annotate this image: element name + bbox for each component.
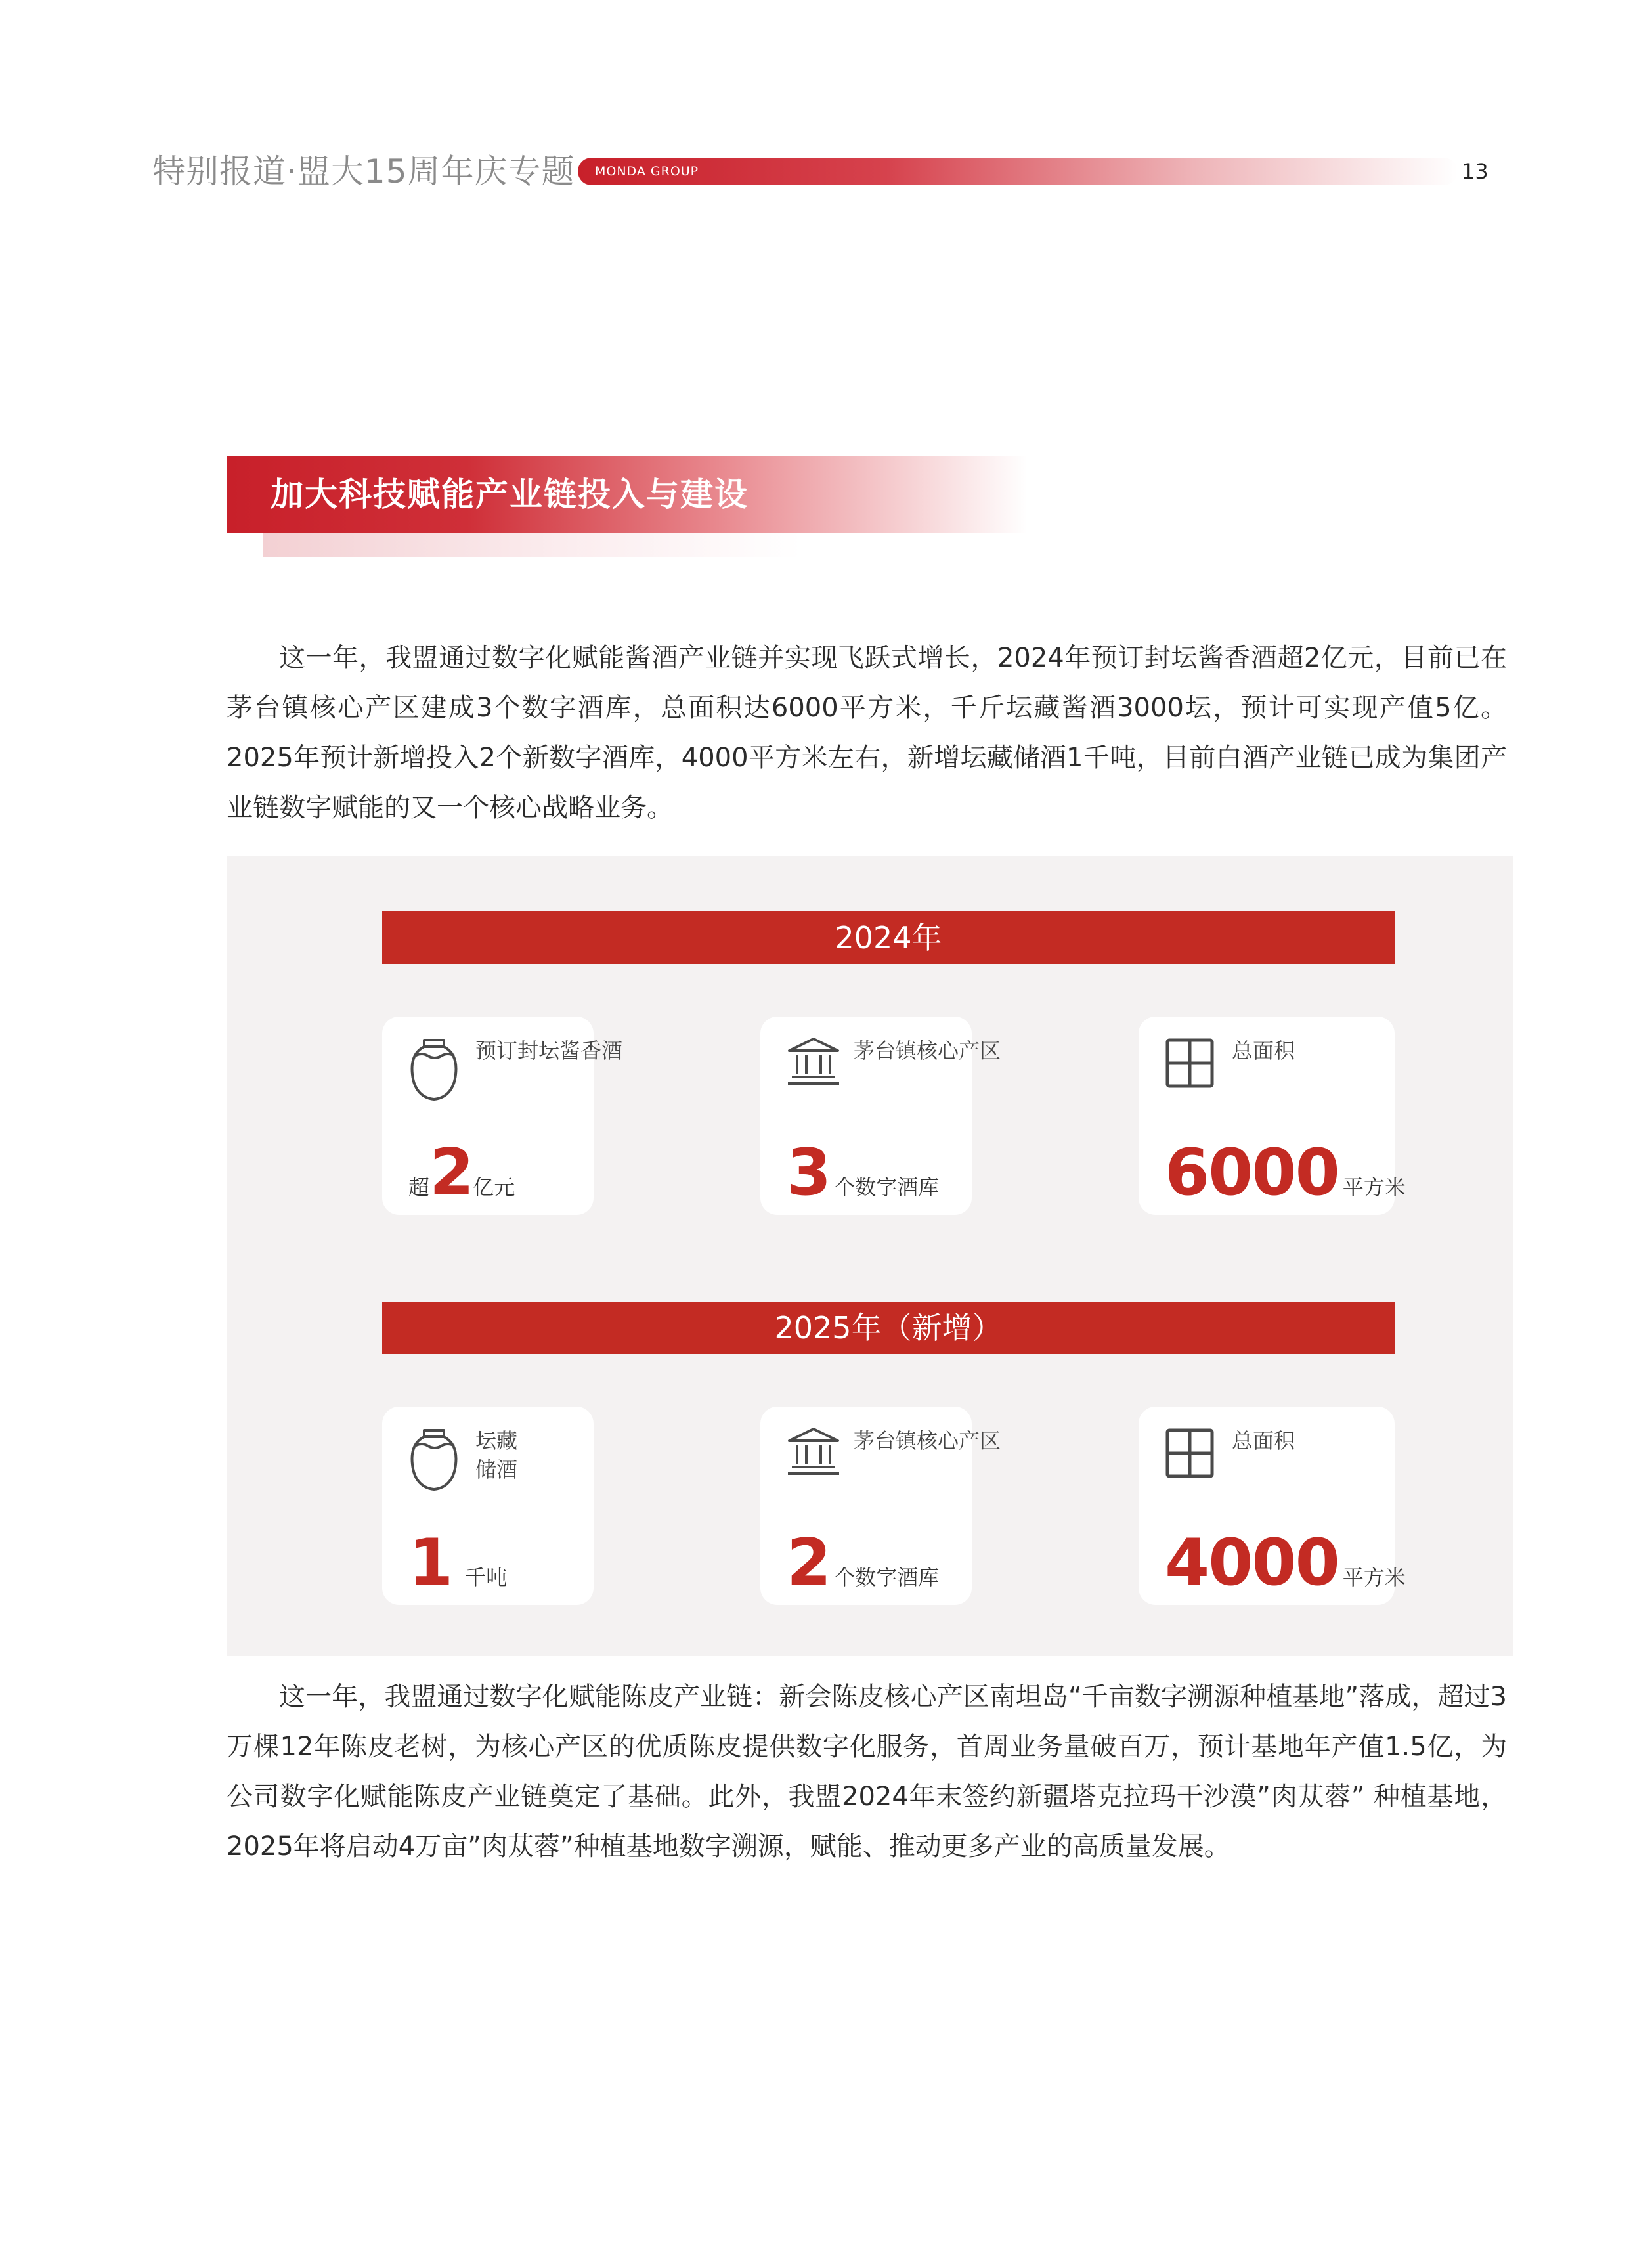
grid-icon (1165, 1426, 1215, 1481)
stat-card-2024-preorder (382, 1017, 623, 1215)
body-paragraph-1: 这一年，我盟通过数字化赋能酱酒产业链并实现飞跃式增长，2024年预订封坛酱香酒超2亿元，目前已在茅台镇核心产区建成3个数字酒库，总面积达6000平方米，千斤坛藏酱酒3000坛，预计可实现产值5亿。2025年预计新增投入2个新数字酒库，4000平方米左右，新增坛藏储酒1千吨，目前白酒产业链已成为集团产业链数字赋能的又一个核心战略业务。 (227, 643, 1507, 823)
stat-card-2024-area (1139, 1017, 1406, 1215)
jar-icon (408, 1036, 460, 1105)
building-icon (787, 1426, 840, 1479)
header-brand: MONDA GROUP (595, 164, 699, 179)
stat-card-2025-area (1139, 1407, 1406, 1605)
card-prefix: 超 (408, 1175, 430, 1200)
card-value: 6000 (1165, 1135, 1339, 1210)
stat-card-2025-storage (382, 1407, 594, 1605)
card-unit: 千吨 (465, 1565, 508, 1590)
card-label: 总面积 (1232, 1428, 1295, 1453)
card-value: 3 (787, 1135, 831, 1210)
card-value: 1 (408, 1525, 452, 1600)
header-title: 特别报道·盟大15周年庆专题 (152, 152, 575, 190)
stat-card-2025-cellars (760, 1407, 1001, 1605)
year-bar-2025: 2025年（新增） (382, 1302, 1395, 1354)
card-value: 4000 (1165, 1525, 1339, 1600)
grid-icon (1165, 1036, 1215, 1091)
body-paragraph-2: 这一年，我盟通过数字化赋能陈皮产业链：新会陈皮核心产区南坦岛“千亩数字溯源种植基地”落成，超过3万棵12年陈皮老树，为核心产区的优质陈皮提供数字化服务，首周业务量破百万，预计基地年产值1.5亿，为公司数字化赋能陈皮产业链奠定了基础。此外，我盟2024年末签约新疆塔克拉玛干沙漠”肉苁蓉” 种植基地，2025年将启动4万亩”肉苁蓉”种植基地数字溯源，赋能、推动更多产业的高质量发展。 (227, 1682, 1507, 1862)
header-gradient-bar (578, 158, 1458, 185)
section-title-underlay (263, 533, 801, 557)
card-value: 2 (429, 1135, 473, 1210)
building-icon (787, 1036, 840, 1089)
card-unit: 个数字酒库 (834, 1175, 940, 1200)
year-bar-2024: 2024年 (382, 911, 1395, 964)
card-unit: 平方米 (1342, 1175, 1406, 1200)
card-unit: 亿元 (473, 1175, 515, 1200)
card-unit: 平方米 (1342, 1565, 1406, 1590)
section-title: 加大科技赋能产业链投入与建设 (271, 475, 749, 514)
card-value: 2 (787, 1525, 831, 1600)
card-label: 总面积 (1232, 1038, 1295, 1063)
card-label: 茅台镇核心产区 (854, 1428, 1001, 1453)
card-label: 坛藏储酒 (475, 1428, 518, 1482)
card-label: 预订封坛酱香酒 (475, 1038, 623, 1063)
card-unit: 个数字酒库 (834, 1565, 940, 1590)
stat-card-2024-cellars (760, 1017, 1001, 1215)
card-label: 茅台镇核心产区 (854, 1038, 1001, 1063)
jar-icon (408, 1426, 460, 1495)
page-number: 13 (1462, 159, 1489, 184)
